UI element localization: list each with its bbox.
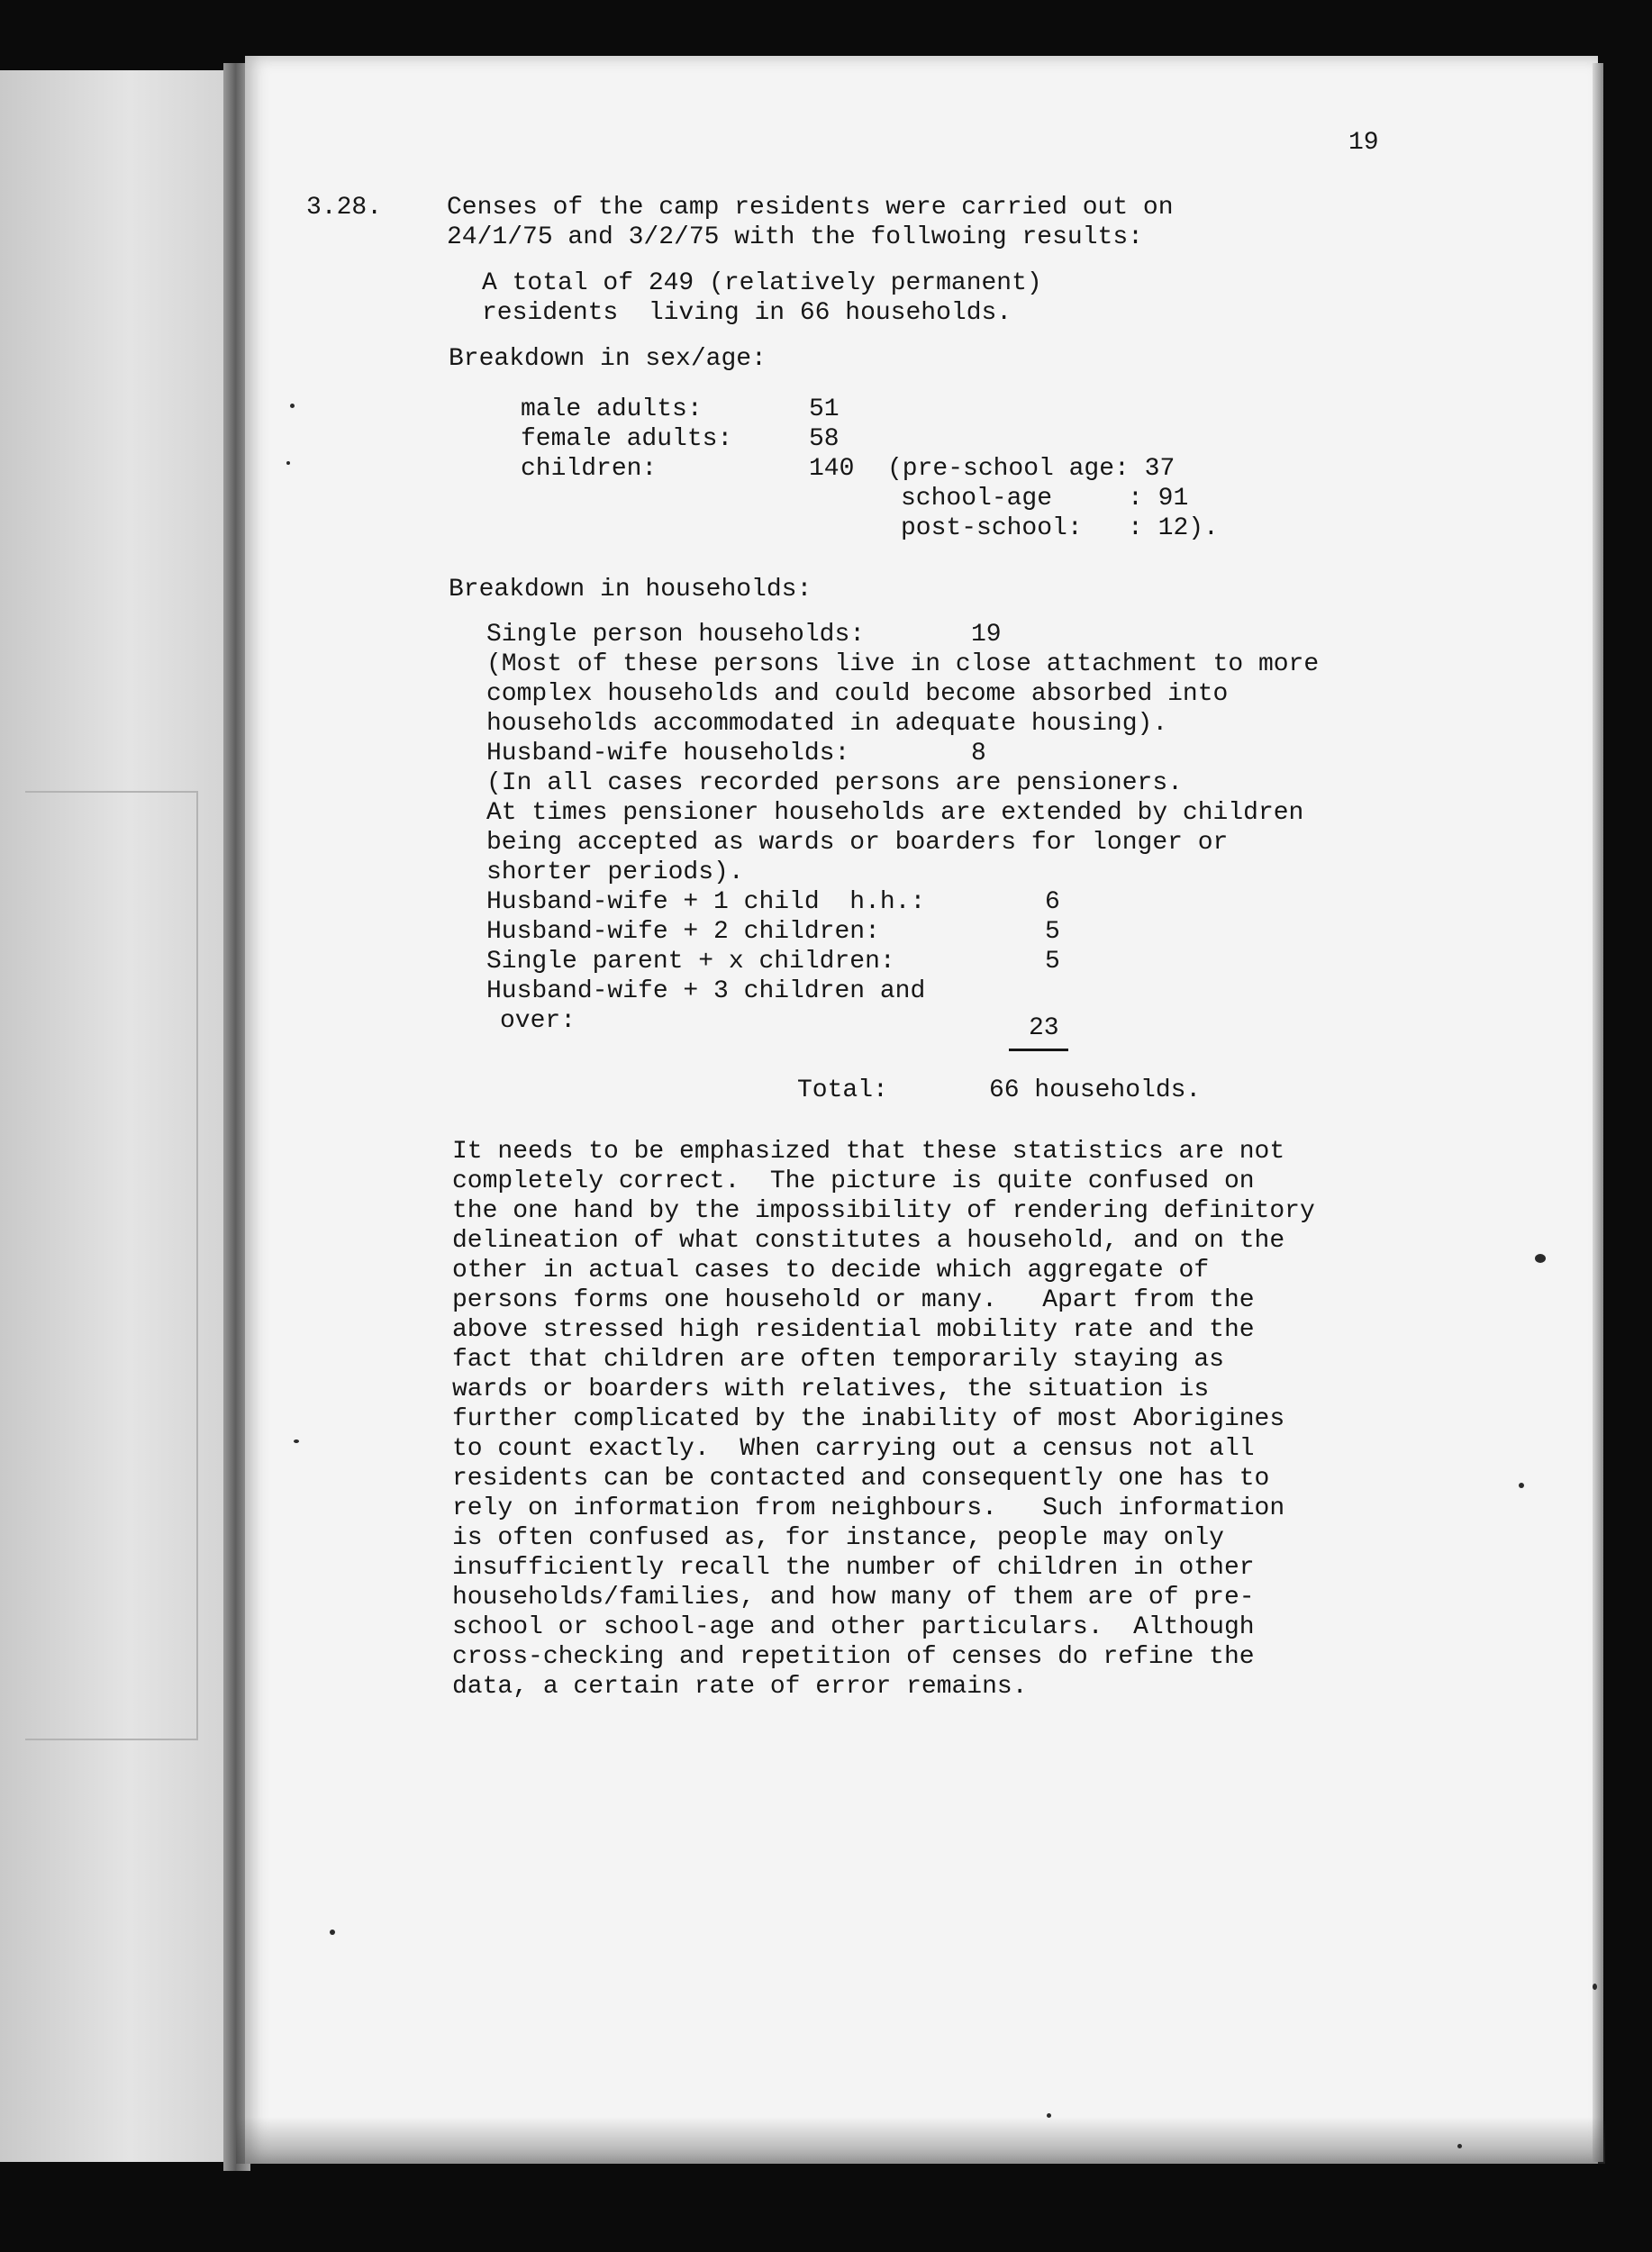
sex-age-heading: Breakdown in sex/age: <box>449 345 767 373</box>
scan-speck <box>330 1930 335 1935</box>
household-value: 5 <box>1045 948 1060 976</box>
bottom-shadow <box>236 2117 1605 2164</box>
closing-line: data, a certain rate of error remains. <box>452 1673 1028 1701</box>
closing-line: residents can be contacted and consequently one has to <box>452 1465 1270 1493</box>
closing-line: school or school-age and other particulars. Although <box>452 1613 1255 1641</box>
closing-line: delineation of what constitutes a household, and on the <box>452 1227 1285 1255</box>
household-note-line: (Most of these persons live in close attachment to more <box>486 650 1320 678</box>
scan-speck <box>1593 1984 1597 1990</box>
household-label: over: <box>500 1007 576 1035</box>
total-value: 66 households. <box>989 1076 1202 1104</box>
household-label: Husband-wife households: <box>486 740 850 767</box>
closing-line: wards or boarders with relatives, the situation is <box>452 1376 1210 1403</box>
closing-line: rely on information from neighbours. Such information <box>452 1494 1285 1522</box>
household-label: Husband-wife + 2 children: <box>486 918 880 946</box>
scan-speck <box>1519 1483 1524 1488</box>
page-number: 19 <box>1348 129 1379 157</box>
intro-line: Censes of the camp residents were carried out on <box>447 194 1174 222</box>
closing-line: cross-checking and repetition of censes do refine the <box>452 1643 1255 1671</box>
closing-line: persons forms one household or many. Apart from the <box>452 1286 1255 1314</box>
closing-line: above stressed high residential mobility rate and the <box>452 1316 1255 1344</box>
closing-line: fact that children are often temporarily staying as <box>452 1346 1224 1374</box>
scan-speck <box>1047 2113 1051 2118</box>
closing-line: further complicated by the inability of most Aborigines <box>452 1405 1285 1433</box>
total-underline <box>1009 1049 1068 1051</box>
sex-age-label: children: <box>521 455 658 483</box>
left-page-bleed-through <box>25 791 198 1740</box>
summary-line: A total of 249 (relatively permanent) <box>482 269 1042 297</box>
page-edge <box>1593 63 1603 2162</box>
household-value: 8 <box>971 740 986 767</box>
sex-age-value: 140 <box>809 455 855 483</box>
scan-speck <box>294 1439 299 1443</box>
sex-age-value: 51 <box>809 395 840 423</box>
household-note-line: households accommodated in adequate housing). <box>486 710 1168 738</box>
household-label: Husband-wife + 3 children and <box>486 977 926 1005</box>
closing-line: It needs to be emphasized that these statistics are not <box>452 1138 1285 1166</box>
children-breakdown-line: (pre-school age: 37 <box>887 455 1175 483</box>
sex-age-value: 58 <box>809 425 840 453</box>
household-note-line: being accepted as wards or boarders for longer or <box>486 829 1229 857</box>
sex-age-label: female adults: <box>521 425 733 453</box>
intro-line: 24/1/75 and 3/2/75 with the follwoing results: <box>447 223 1143 251</box>
scan-speck <box>290 404 295 408</box>
household-label: Husband-wife + 1 child h.h.: <box>486 888 926 916</box>
summary-line: residents living in 66 households. <box>482 299 1012 327</box>
household-value: 6 <box>1045 888 1060 916</box>
closing-line: households/families, and how many of them are of pre- <box>452 1584 1255 1612</box>
closing-line: to count exactly. When carrying out a census not all <box>452 1435 1255 1463</box>
scan-speck <box>286 461 290 465</box>
children-breakdown-line: post-school: : 12). <box>901 514 1219 542</box>
household-note-line: complex households and could become absorbed into <box>486 680 1229 708</box>
closing-line: insufficiently recall the number of children in other <box>452 1554 1255 1582</box>
children-breakdown-line: school-age : 91 <box>901 485 1189 513</box>
sex-age-label: male adults: <box>521 395 703 423</box>
left-page <box>0 70 236 2162</box>
closing-line: is often confused as, for instance, people may only <box>452 1524 1224 1552</box>
households-heading: Breakdown in households: <box>449 576 812 604</box>
closing-line: the one hand by the impossibility of rendering definitory <box>452 1197 1315 1225</box>
household-value: 19 <box>971 621 1002 649</box>
closing-line: other in actual cases to decide which aggregate of <box>452 1257 1210 1285</box>
scan-speck <box>1457 2144 1462 2148</box>
total-label: Total: <box>797 1076 888 1104</box>
household-note-line: (In all cases recorded persons are pensioners. <box>486 769 1183 797</box>
closing-line: completely correct. The picture is quite confused on <box>452 1167 1255 1195</box>
household-value: 23 <box>1029 1014 1059 1042</box>
household-label: Single parent + x children: <box>486 948 895 976</box>
household-note-line: shorter periods). <box>486 858 744 886</box>
household-value: 5 <box>1045 918 1060 946</box>
household-label: Single person households: <box>486 621 866 649</box>
scan-speck <box>1535 1254 1546 1263</box>
household-note-line: At times pensioner households are extended by children <box>486 799 1304 827</box>
section-number: 3.28. <box>306 194 383 222</box>
